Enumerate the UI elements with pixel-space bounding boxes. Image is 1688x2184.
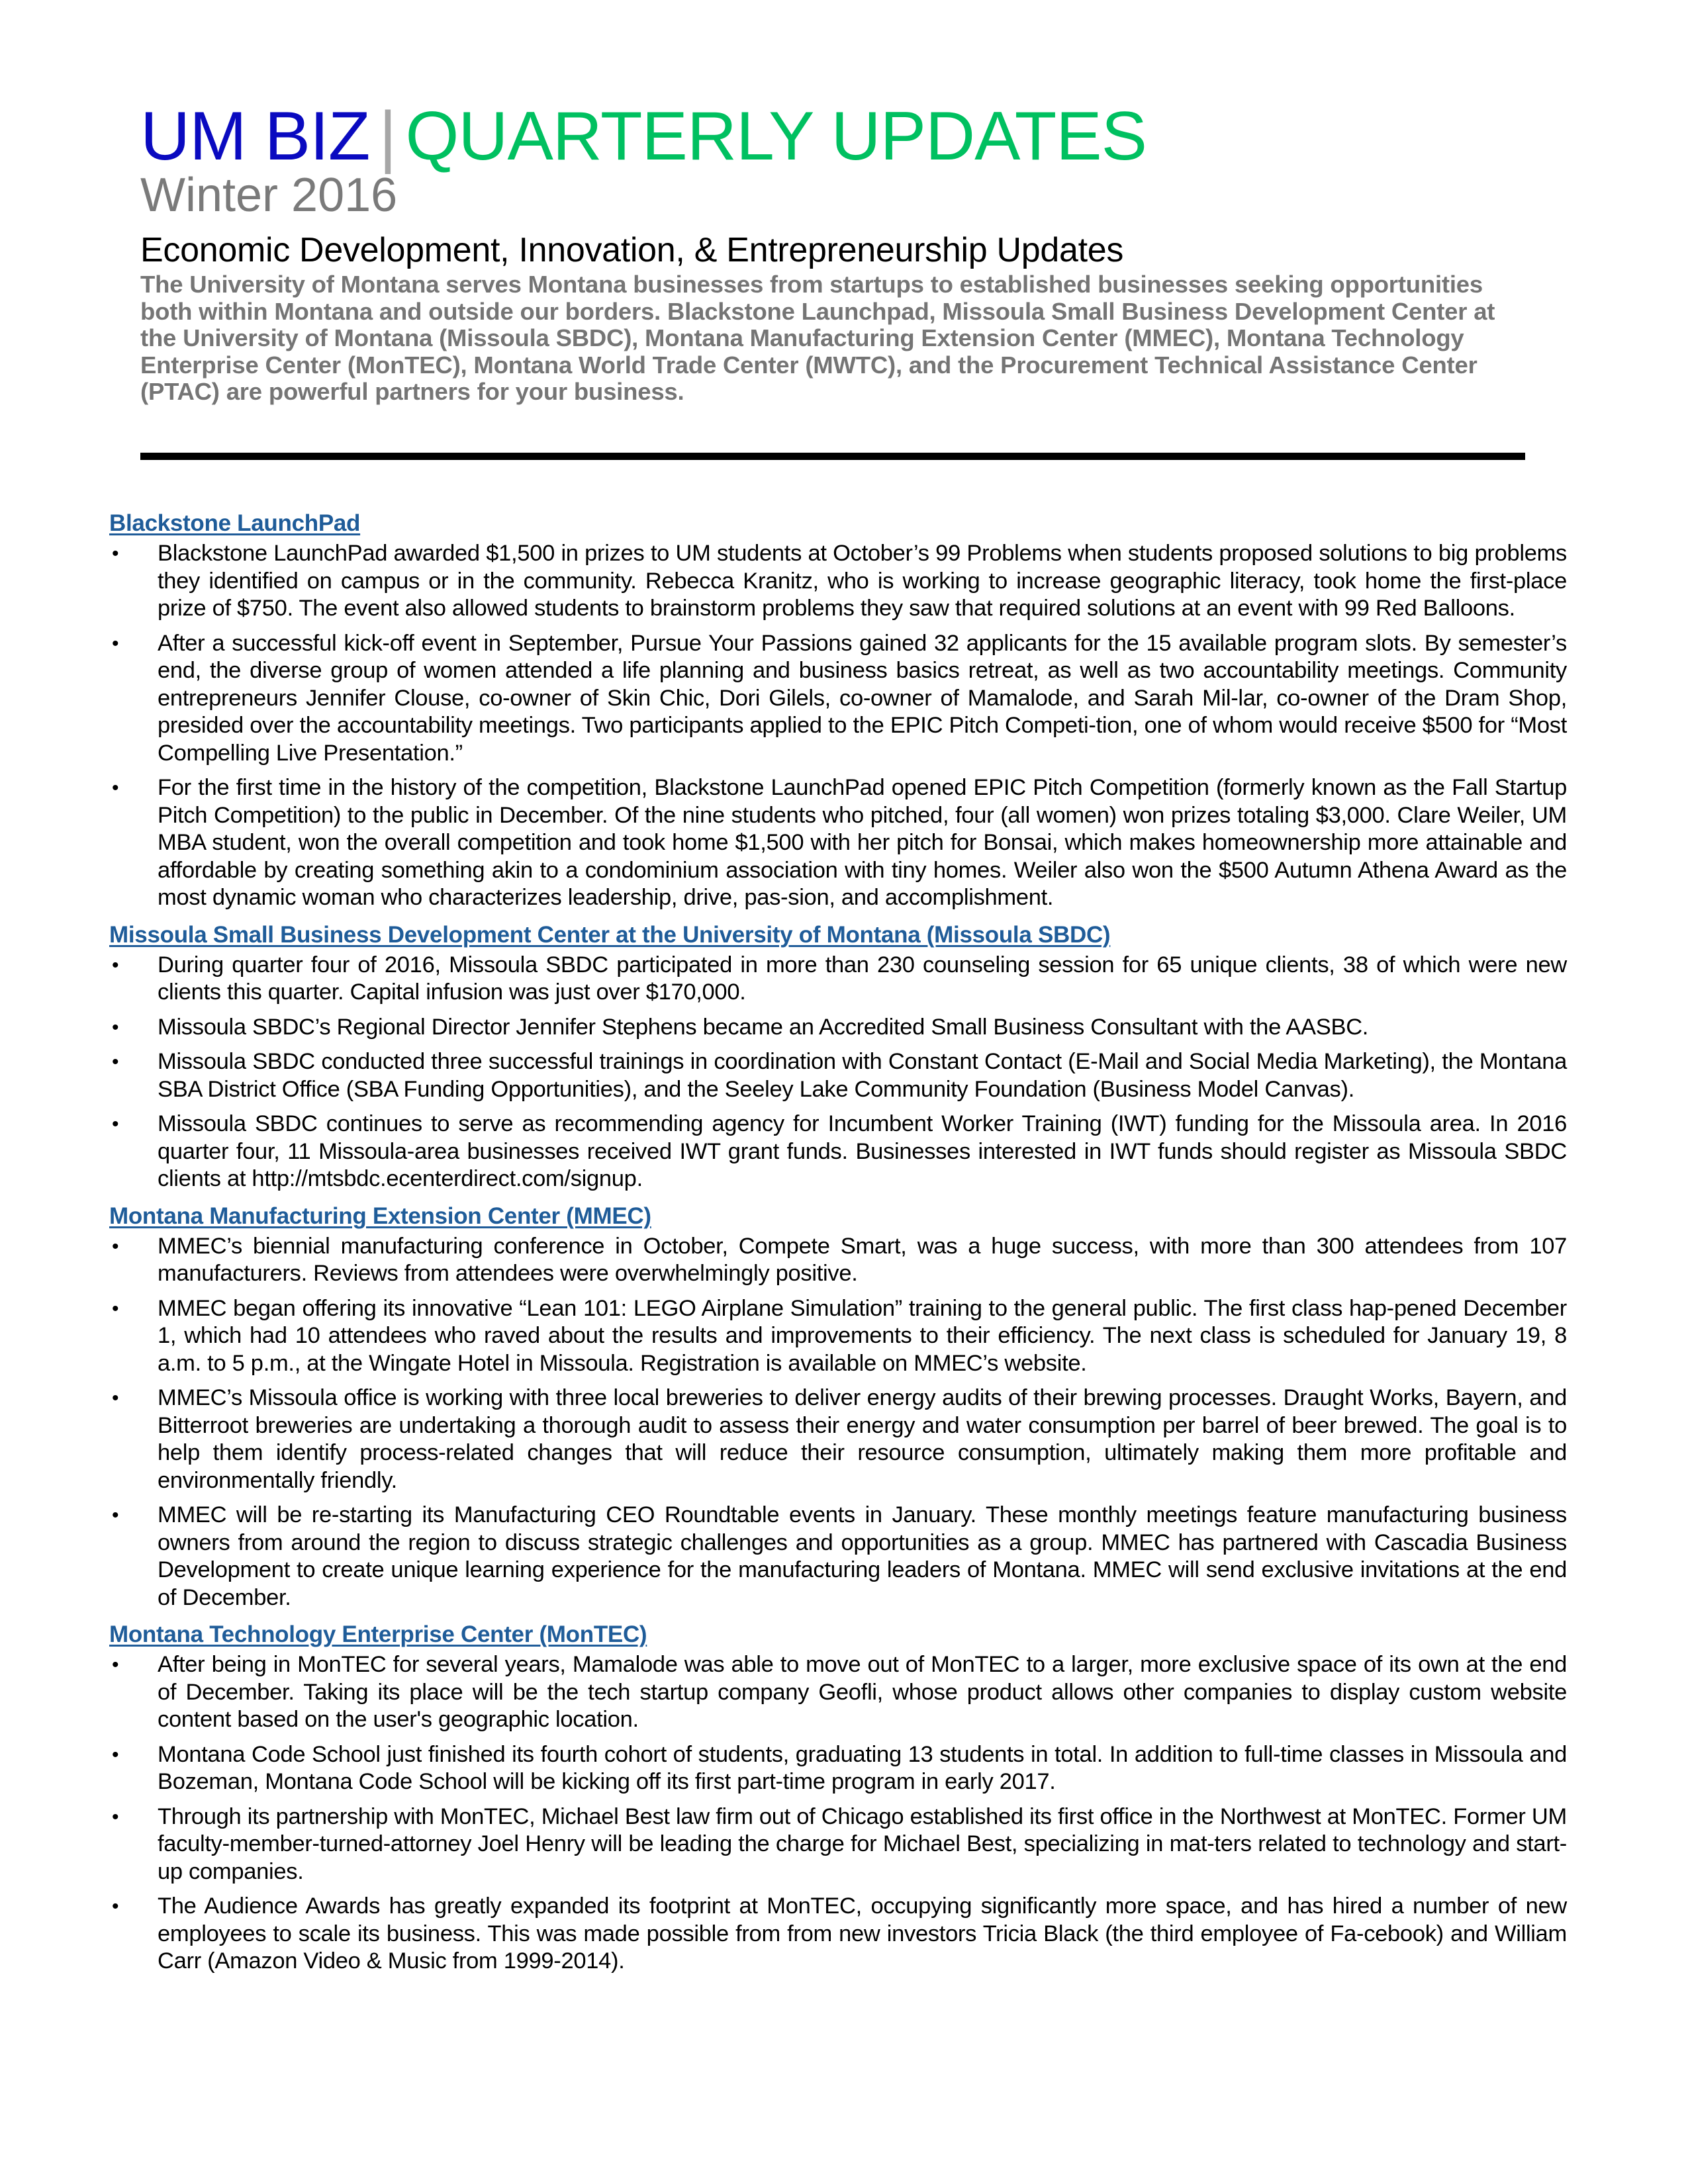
list-item-text: Blackstone LaunchPad awarded $1,500 in prizes to UM students at October’s 99 Problems when students proposed solutions to big problems they identified on campus or in the community. Rebecca Kranitz, who is working to increase geographic literacy, took home the first-place prize of $750. The event also allowed students to brainstorm problems they saw that required solutions at an event with 99 Red Balloons.	[158, 541, 1567, 621]
bullet-icon: •	[112, 1113, 119, 1135]
bullet-icon: •	[112, 1504, 119, 1526]
sections-container	[109, 510, 1567, 1985]
list-item-text: The Audience Awards has greatly expanded its footprint at MonTEC, occupying significantly more space, and has hired a number of new employees to scale its business. This was made possible from from new investors Tricia Black (the third employee of Fa-cebook) and William Carr (Amazon Video & Music from 1999-2014).	[158, 1893, 1567, 1974]
list-item	[109, 1893, 1567, 1976]
list-item-text: MMEC’s Missoula office is working with three local breweries to deliver energy audits of their brewing processes. Draught Works, Bayern, and Bitterroot breweries are undertaking a thorough audit to assess their energy and water consumption per barrel of beer brewed. The goal is to help them identify process-related changes that will reduce their resource consumption, ultimately making them more profitable and environmentally friendly.	[158, 1385, 1567, 1493]
section-heading-link[interactable]: Montana Manufacturing Extension Center (MMEC)	[109, 1203, 651, 1229]
title-main: QUARTERLY UPDATES	[405, 98, 1147, 175]
bullet-icon: •	[112, 1387, 119, 1409]
list-item	[109, 774, 1567, 912]
bullet-icon: •	[112, 1805, 119, 1828]
list-item	[109, 1741, 1567, 1796]
title-separator: |	[379, 98, 397, 175]
section-heading-link[interactable]: Blackstone LaunchPad	[109, 510, 361, 536]
section-heading-link[interactable]: Missoula Small Business Development Center at the University of Montana (Missoula SBDC)	[109, 921, 1111, 948]
bullet-icon: •	[112, 1016, 119, 1038]
list-item-text: MMEC began offering its innovative “Lean 101: LEGO Airplane Simulation” training to the general public. The first class hap-pened December 1, which had 10 attendees who raved about the results and improvements to their efficiency. The next class is scheduled for January 19, 8 a.m. to 5 p.m., at the Wingate Hotel in Missoula. Registration is available on MMEC’s website.	[158, 1295, 1567, 1376]
list-item	[109, 1295, 1567, 1378]
bullet-list	[109, 1233, 1567, 1612]
list-item	[109, 1502, 1567, 1612]
title-brand: UM BIZ	[140, 98, 370, 175]
list-item-text: During quarter four of 2016, Missoula SBDC participated in more than 230 counseling session for 65 unique clients, 38 of which were new clients this quarter. Capital infusion was just over $170,000.	[158, 952, 1567, 1005]
bullet-icon: •	[112, 1743, 119, 1766]
section-blackstone-launchpad	[109, 510, 1567, 912]
bullet-icon: •	[112, 543, 119, 565]
bullet-list	[109, 952, 1567, 1193]
list-item	[109, 1233, 1567, 1288]
bullet-list	[109, 1651, 1567, 1976]
list-item-text: For the first time in the history of the competition, Blackstone LaunchPad opened EPIC Pitch Competition (formerly known as the Fall Startup Pitch Competition) to the public in December. Of the nine students who pitched, four (all women) won prizes totaling $3,000. Clare Weiler, UM MBA student, won the overall competition and took home $1,500 with her pitch for Bonsai, which makes homeownership more attainable and affordable by creating something akin to a condominium association with tiny homes. Weiler also won the $500 Autumn Athena Award as the most dynamic woman who characterizes leadership, drive, pas-sion, and accomplishment.	[158, 775, 1567, 910]
section-mmec	[109, 1203, 1567, 1612]
intro-paragraph: The University of Montana serves Montana businesses from startups to established businesses seeking opportunities both within Montana and outside our borders. Blackstone Launchpad, Missoula Small Business Development Center at the University of Montana (Missoula SBDC), Montana Manufacturing Extension Center (MMEC), Montana Technology Enterprise Center (MonTEC), Montana World Trade Center (MWTC), and the Procurement Technical Assistance Center (PTAC) are powerful partners for your business.	[140, 271, 1495, 405]
list-item-text: Missoula SBDC’s Regional Director Jennifer Stephens became an Accredited Small Business Consultant with the AASBC.	[158, 1014, 1369, 1040]
bullet-icon: •	[112, 1895, 119, 1917]
list-item	[109, 630, 1567, 768]
section-missoula-sbdc	[109, 921, 1567, 1193]
list-item	[109, 1385, 1567, 1494]
list-item	[109, 540, 1567, 623]
section-heading-link[interactable]: Montana Technology Enterprise Center (MonTEC)	[109, 1621, 647, 1647]
list-item	[109, 1048, 1567, 1103]
bullet-list	[109, 540, 1567, 912]
bullet-icon: •	[112, 1654, 119, 1676]
page-title	[140, 99, 1530, 173]
page-subtitle: Economic Development, Innovation, & Entrepreneurship Updates	[140, 231, 1124, 269]
section-montec	[109, 1621, 1567, 1976]
list-item	[109, 1803, 1567, 1886]
bullet-icon: •	[112, 1297, 119, 1320]
bullet-icon: •	[112, 1051, 119, 1073]
list-item-text: Through its partnership with MonTEC, Michael Best law firm out of Chicago established its first office in the Northwest at MonTEC. Former UM faculty-member-turned-attorney Joel Henry will be leading the charge for Michael Best, specializing in mat-ters related to technology and start-up companies.	[158, 1803, 1567, 1884]
list-item-text: Missoula SBDC continues to serve as recommending agency for Incumbent Worker Training (IWT) funding for the Missoula area. In 2016 quarter four, 11 Missoula-area businesses received IWT grant funds. Businesses interested in IWT funds should register as Missoula SBDC clients at http://mtsbdc.ecenterdirect.com/signup.	[158, 1111, 1567, 1191]
list-item-text: Montana Code School just finished its fourth cohort of students, graduating 13 students in total. In addition to full-time classes in Missoula and Bozeman, Montana Code School will be kicking off its first part-time program in early 2017.	[158, 1741, 1567, 1794]
issue-season: Winter 2016	[140, 169, 398, 222]
bullet-icon: •	[112, 777, 119, 799]
bullet-icon: •	[112, 1235, 119, 1257]
list-item	[109, 952, 1567, 1007]
list-item-text: MMEC’s biennial manufacturing conference in October, Compete Smart, was a huge success, with more than 300 attendees from 107 manufacturers. Reviews from attendees were overwhelmingly positive.	[158, 1233, 1567, 1286]
list-item-text: After a successful kick-off event in September, Pursue Your Passions gained 32 applicants for the 15 available program slots. By semester’s end, the diverse group of women attended a life planning and business basics retreat, as well as two accountability meetings. Community entrepreneurs Jennifer Clouse, co-owner of Skin Chic, Dori Gilels, co-owner of Mamalode, and Sarah Mil-lar, co-owner of the Dram Shop, presided over the accountability meetings. Two participants applied to the EPIC Pitch Competi-tion, one of whom would receive $500 for “Most Compelling Live Presentation.”	[158, 630, 1567, 766]
list-item	[109, 1651, 1567, 1734]
bullet-icon: •	[112, 954, 119, 976]
list-item-text: After being in MonTEC for several years, Mamalode was able to move out of MonTEC to a larger, more exclusive space of its own at the end of December. Taking its place will be the tech startup company Geofli, whose product allows other companies to display custom website content based on the user's geographic location.	[158, 1652, 1567, 1732]
bullet-icon: •	[112, 632, 119, 655]
list-item	[109, 1014, 1567, 1042]
list-item	[109, 1111, 1567, 1193]
header-divider	[140, 453, 1525, 460]
list-item-text: Missoula SBDC conducted three successful trainings in coordination with Constant Contact (E-Mail and Social Media Marketing), the Montana SBA District Office (SBA Funding Opportunities), and the Seeley Lake Community Foundation (Business Model Canvas).	[158, 1049, 1567, 1102]
page-header	[140, 99, 1530, 406]
list-item-text: MMEC will be re-starting its Manufacturing CEO Roundtable events in January. These monthly meetings feature manufacturing business owners from around the region to discuss strategic challenges and opportunities as a group. MMEC has partnered with Cascadia Business Development to create unique learning experience for the manufacturing leaders of Montana. MMEC will send exclusive invitations at the end of December.	[158, 1502, 1567, 1610]
